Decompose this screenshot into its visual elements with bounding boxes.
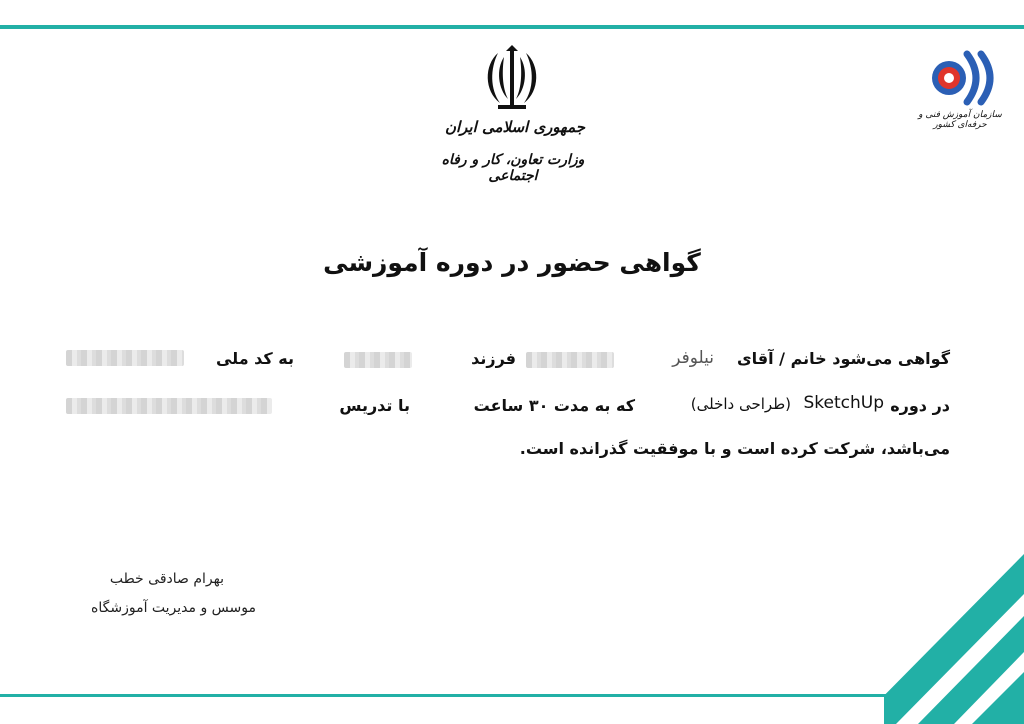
signatory-name: بهرام صادقی خطب bbox=[109, 571, 224, 587]
course-label: در دوره bbox=[890, 396, 950, 415]
intro-text: گواهی می‌شود خانم / آقای bbox=[736, 349, 950, 368]
organization-logo-icon bbox=[923, 48, 999, 108]
ministry-name: وزارت تعاون، کار و رفاه اجتماعی bbox=[441, 152, 585, 184]
redacted-instructor-name bbox=[66, 398, 272, 414]
top-accent-line bbox=[0, 25, 1024, 29]
government-name: جمهوری اسلامی ایران bbox=[444, 118, 586, 136]
national-code-label: به کد ملی bbox=[215, 349, 294, 368]
instructor-label: با تدریس bbox=[339, 396, 410, 415]
redacted-father-name bbox=[344, 352, 412, 368]
redacted-last-name bbox=[526, 352, 614, 368]
certificate-title: گواهی حضور در دوره آموزشی bbox=[323, 248, 701, 277]
first-name: نیلوفر bbox=[672, 348, 714, 368]
completion-text: می‌باشد، شرکت کرده است و با موفقیت گذرانده است. bbox=[519, 439, 950, 458]
child-of-label: فرزند bbox=[471, 349, 516, 368]
organization-name: سازمان آموزش فنی و حرفه‌ای کشور bbox=[918, 110, 1002, 130]
course-subtitle: (طراحی داخلی) bbox=[690, 395, 791, 413]
bottom-accent-line bbox=[0, 694, 910, 697]
course-duration: که به مدت ۳۰ ساعت bbox=[473, 396, 635, 415]
signatory-role: موسس و مدیریت آموزشگاه bbox=[91, 600, 256, 616]
corner-decoration bbox=[884, 554, 1024, 724]
course-name: SketchUp bbox=[803, 393, 884, 413]
redacted-national-code bbox=[66, 350, 184, 366]
iran-emblem-icon bbox=[476, 43, 548, 115]
